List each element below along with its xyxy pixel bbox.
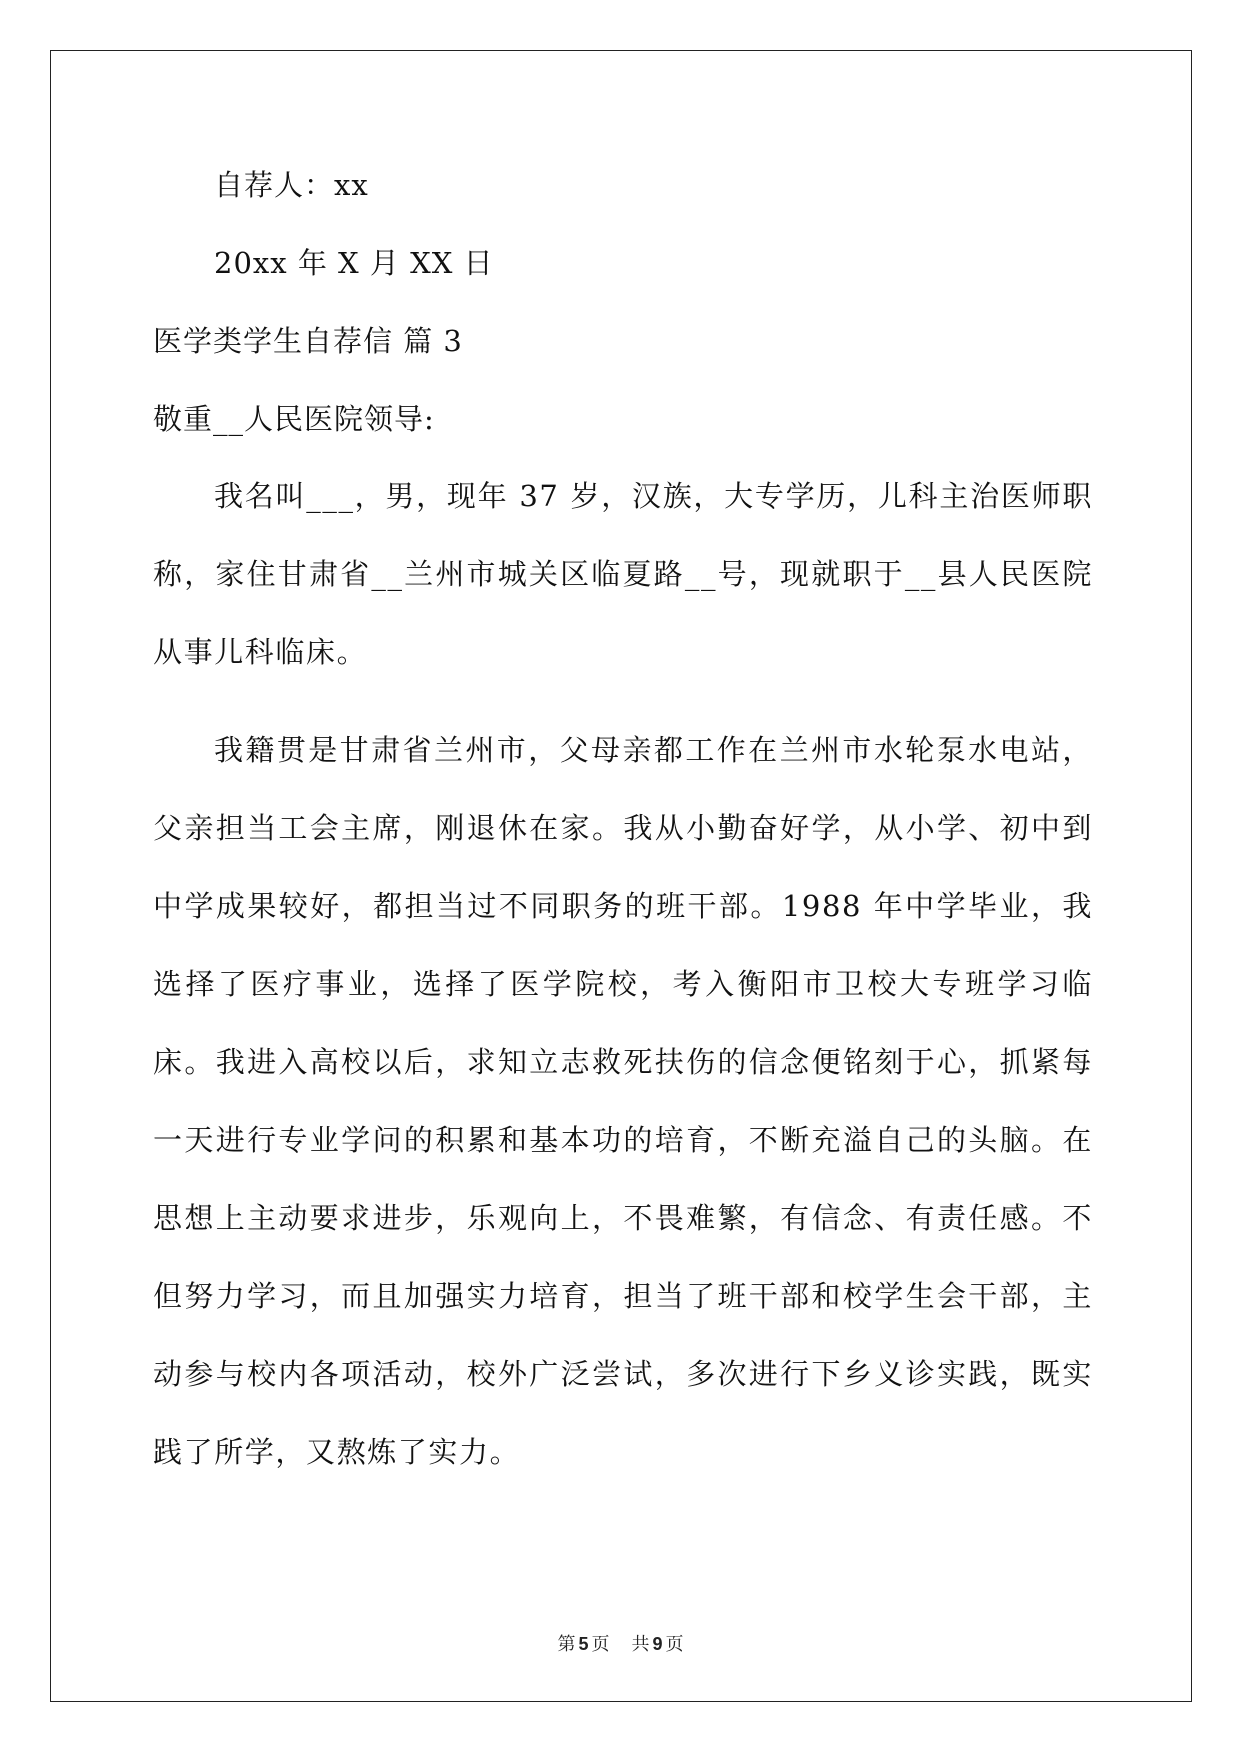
- section-title: 医学类学生自荐信 篇 3: [153, 324, 463, 358]
- page-total: 9: [652, 1634, 663, 1654]
- page-unit: 页: [591, 1634, 610, 1655]
- document-body: [153, 165, 1093, 1491]
- paragraph-background: 我籍贯是甘肃省兰州市，父母亲都工作在兰州市水轮泵水电站，父亲担当工会主席，刚退休在家。我从小勤奋好学，从小学、初中到中学成果较好，都担当过不同职务的班干部。1988 年中学毕业，我选择了医疗事业，选择了医学院校，考入衡阳市卫校大专班学习临床。我进入高校以后，求知立志救死扶伤的信念便铭刻于心，抓紧每一天进行专业学问的积累和基本功的培育，不断充溢自己的头脑。在思想上主动要求进步，乐观向上，不畏难繁，有信念、有责任感。不但努力学习，而且加强实力培育，担当了班干部和校学生会干部，主动参与校内各项活动，校外广泛尝试，多次进行下乡义诊实践，既实践了所学，又熬炼了实力。: [153, 733, 1093, 1469]
- date-line: 20xx 年 X 月 XX 日: [214, 246, 494, 280]
- page-footer: [0, 1630, 1241, 1656]
- paragraph-intro: 我名叫___，男，现年 37 岁，汉族，大专学历，儿科主治医师职称，家住甘肃省__兰州市城关区临夏路__号，现就职于__县人民医院从事儿科临床。: [153, 479, 1093, 669]
- salutation: 敬重__人民医院领导:: [153, 402, 435, 436]
- page-current: 5: [578, 1634, 589, 1654]
- page-prefix: 第: [557, 1634, 576, 1655]
- signature-line: 自荐人：xx: [214, 168, 369, 202]
- total-unit: 页: [665, 1634, 684, 1655]
- total-prefix: 共: [631, 1634, 650, 1655]
